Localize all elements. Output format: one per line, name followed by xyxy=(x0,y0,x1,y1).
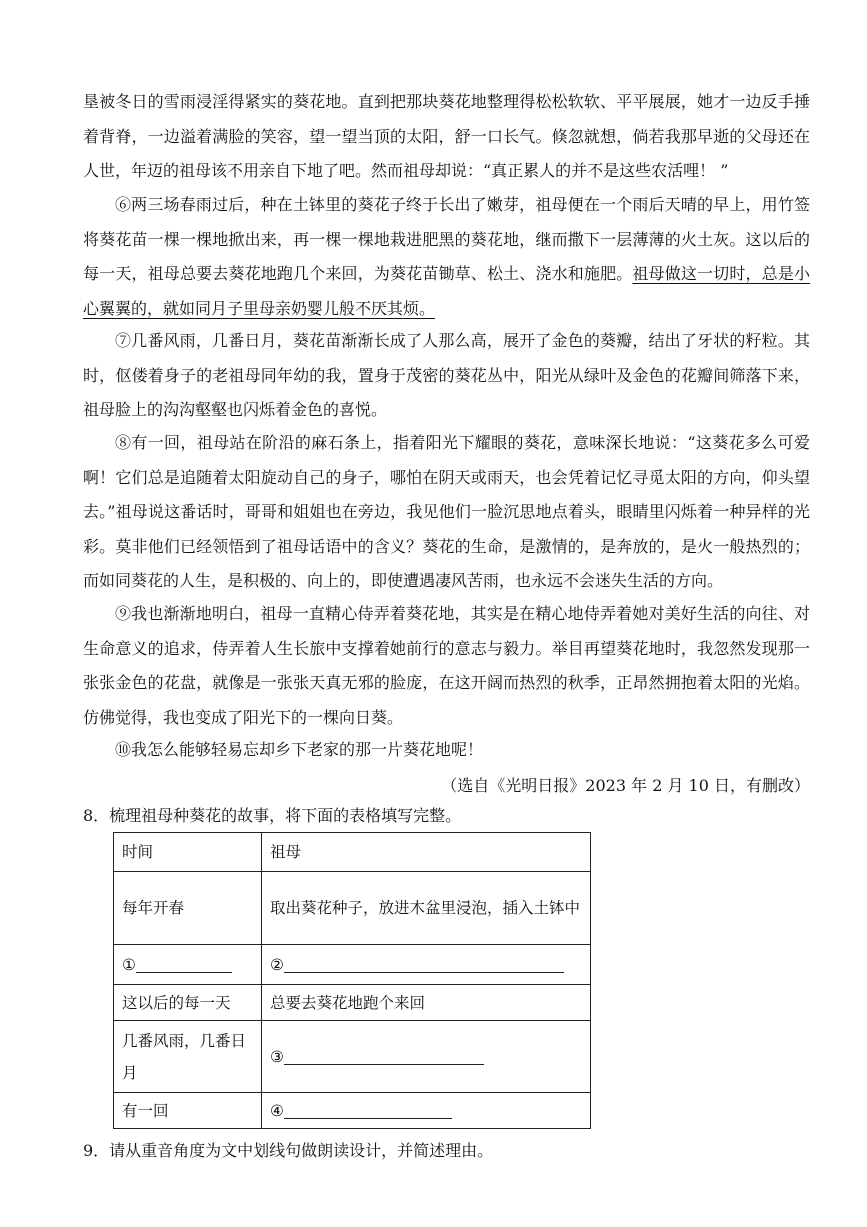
answer-blank-2[interactable] xyxy=(284,952,564,973)
blank-number: ③ xyxy=(270,1047,284,1066)
underlined-sentence: 祖母做这一切时，总是小心翼翼的，就如同月子里母亲奶婴儿般不厌其烦。 xyxy=(83,264,810,318)
time-cell: 这以后的每一天 xyxy=(114,985,262,1021)
question-9: 9．请从重音角度为文中划线句做朗读设计，并简述理由。 xyxy=(83,1141,494,1160)
table-row xyxy=(114,872,591,945)
table-row xyxy=(114,985,591,1021)
table-row xyxy=(114,1021,591,1093)
answer-blank-4[interactable] xyxy=(284,1098,452,1119)
paragraph-7-text: ⑦几番风雨，几番日月，葵花苗渐渐长成了人那么高，展开了金色的葵瓣，结出了牙状的籽粒。其时，伛偻着身子的老祖母同年幼的我，置身于茂密的葵花丛中，阳光从绿叶及金色的花瓣间筛落下来，祖母脸上的沟沟壑壑也闪烁着金色的喜悦。 xyxy=(83,331,810,419)
grandma-cell-blank xyxy=(262,945,591,985)
grandma-cell-blank xyxy=(262,1093,591,1129)
paragraph-7 xyxy=(83,324,810,428)
time-cell: 有一回 xyxy=(114,1093,262,1129)
grandma-cell: 取出葵花种子，放进木盆里浸泡，插入土钵中 xyxy=(262,872,591,945)
answer-blank-3[interactable] xyxy=(284,1044,484,1065)
time-cell: 每年开春 xyxy=(114,872,262,945)
paragraph-10 xyxy=(83,733,810,768)
table-row xyxy=(114,1093,591,1129)
story-table xyxy=(113,832,591,1129)
grandma-cell-blank xyxy=(262,1021,591,1093)
source-citation: （选自《光明日报》2023 年 2 月 10 日，有删改） xyxy=(441,776,810,795)
paragraph-9-text: ⑨我也渐渐地明白，祖母一直精心侍弄着葵花地，其实是在精心地侍弄着她对美好生活的向往、对生命意义的追求，侍弄着人生长旅中支撑着她前行的意志与毅力。举目再望葵花地时，我忽然发现那一张张金色的花盘，就像是一张张天真无邪的脸庞，在这开阔而热烈的秋季，正昂然拥抱着太阳的光焰。仿佛觉得，我也变成了阳光下的一棵向日葵。 xyxy=(83,604,810,727)
paragraph-10-text: ⑩我怎么能够轻易忘却乡下老家的那一片葵花地呢！ xyxy=(115,740,484,759)
blank-number: ④ xyxy=(270,1101,284,1120)
header-time: 时间 xyxy=(114,833,262,872)
grandma-cell: 总要去葵花地跑个来回 xyxy=(262,985,591,1021)
paragraph-8-text: ⑧有一回，祖母站在阶沿的麻石条上，指着阳光下耀眼的葵花，意味深长地说：“这葵花多么可爱啊！它们总是追随着太阳旋动自己的身子，哪怕在阴天或雨天，也会凭着记忆寻觅太阳的方向，仰头望去。”祖母说这番话时，哥哥和姐姐也在旁边，我见他们一脸沉思地点着头，眼睛里闪烁着一种异样的光彩。莫非他们已经领悟到了祖母话语中的含义？葵花的生命，是激情的，是奔放的，是火一般热烈的；而如同葵花的人生，是积极的、向上的，即使遭遇凄风苦雨，也永远不会迷失生活的方向。 xyxy=(83,433,810,590)
paragraph-6 xyxy=(83,188,810,326)
blank-number: ② xyxy=(270,955,284,974)
time-cell-blank xyxy=(114,945,262,985)
question-8: 8．梳理祖母种葵花的故事，将下面的表格填写完整。 xyxy=(83,806,462,825)
time-cell: 几番风雨，几番日月 xyxy=(114,1021,262,1093)
paragraph-6-text: ⑥两三场春雨过后，种在土钵里的葵花子终于长出了嫩芽，祖母便在一个雨后天晴的早上，用竹签将葵花苗一棵一棵地掀出来，再一棵一棵地栽进肥黑的葵花地，继而撒下一层薄薄的火土灰。这以后的每一天，祖母总要去葵花地跑几个来回，为葵花苗锄草、松土、浇水和施肥。 xyxy=(83,195,810,283)
paragraph-9 xyxy=(83,597,810,735)
table-row xyxy=(114,945,591,985)
paragraph-8 xyxy=(83,426,810,599)
paragraph-intro xyxy=(83,85,810,189)
header-grandma: 祖母 xyxy=(262,833,591,872)
table-header-row xyxy=(114,833,591,872)
answer-blank-1[interactable] xyxy=(136,952,232,973)
paragraph-intro-text: 垦被冬日的雪雨浸淫得紧实的葵花地。直到把那块葵花地整理得松松软软、平平展展，她才一边反手捶着背脊，一边溢着满脸的笑容，望一望当顶的太阳，舒一口长气。倏忽就想，倘若我那早逝的父母还在人世，年迈的祖母该不用亲自下地了吧。然而祖母却说：“真正累人的并不是这些农活哩！ ” xyxy=(83,92,810,180)
blank-number: ① xyxy=(122,955,136,974)
